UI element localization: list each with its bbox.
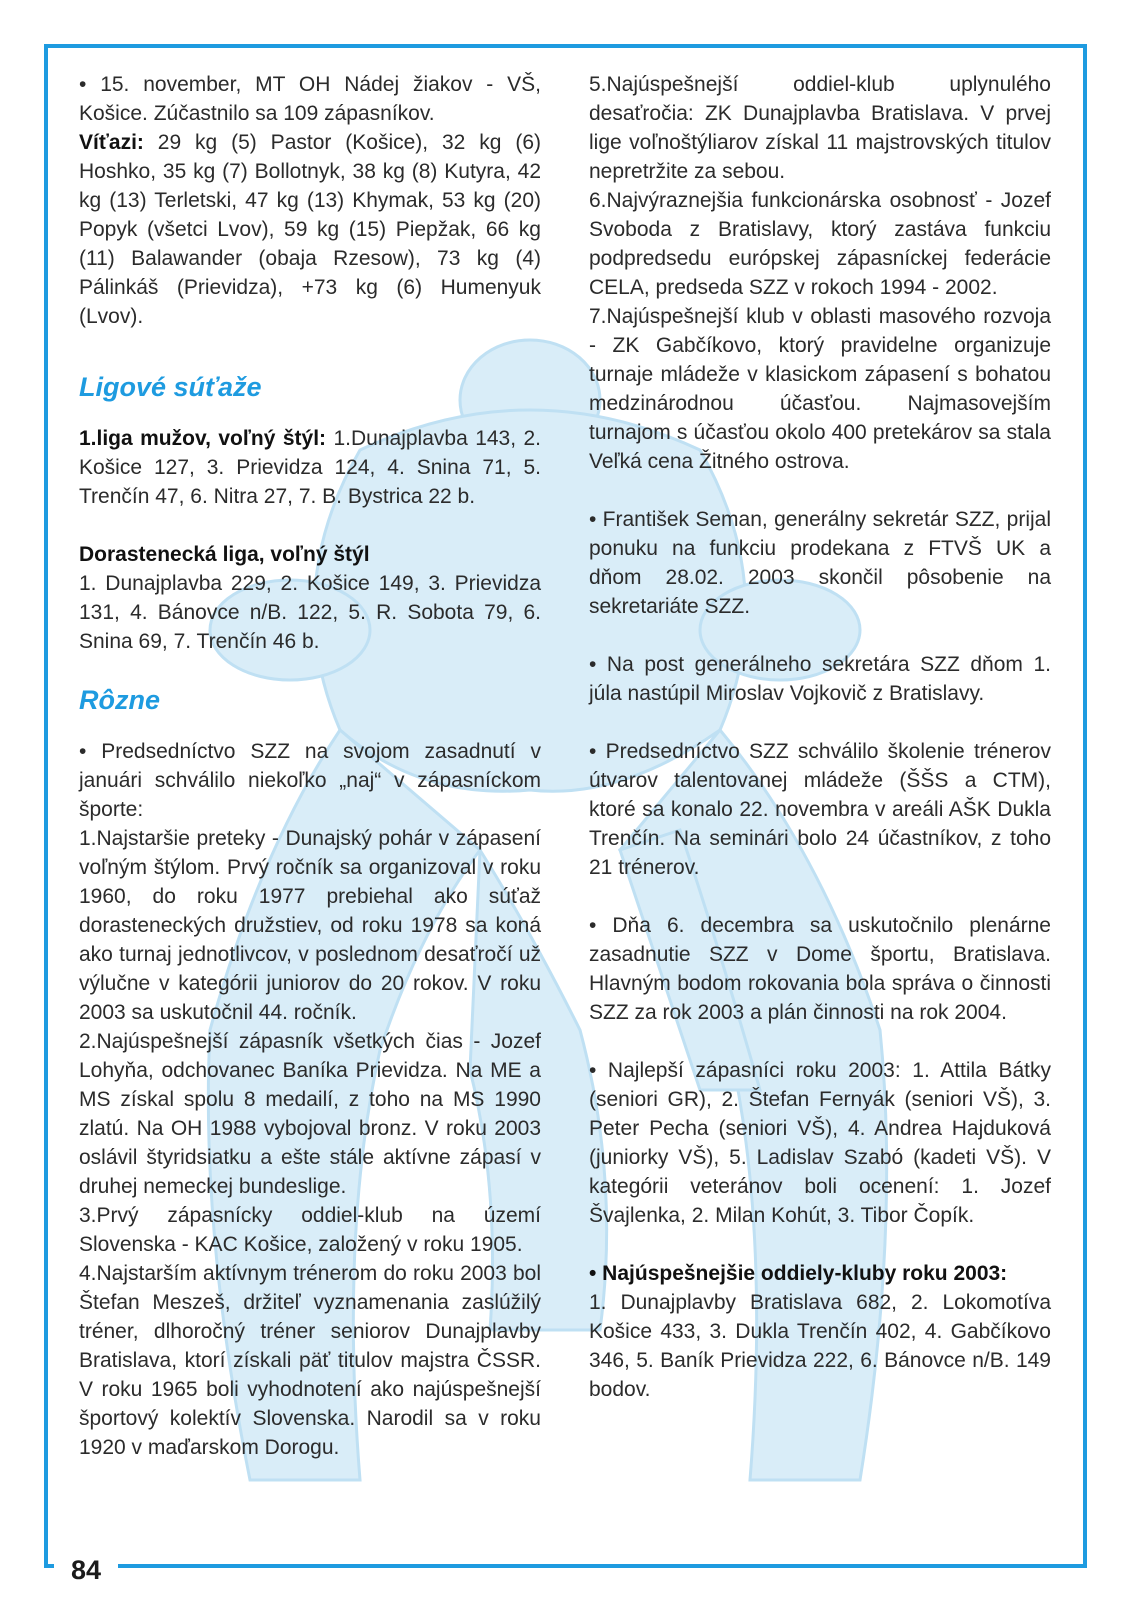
list-item: 7.Najúspešnejší klub v oblasti masového rozvoja - ZK Gabčíkovo, ktorý pravidelne organizuje turnaje mládeže v klasickom zápasení s bohatou medzinárodnou účasťou. Najmasovejším turnajom s účasťou okolo 400 pretekárov sa stala Veľká cena Žitného ostrova.: [589, 305, 1051, 473]
heading-league-competitions: Ligové súťaže: [79, 372, 262, 402]
list-item: 2.Najúspešnejší zápasník všetkých čias - Jozef Lohyňa, odchovanec Baníka Prievidza. Na ME a MS získal spolu 8 medailí, z toho na MS 1990 zlatú. Na OH 1988 vybojoval bronz. V roku 2003 oslávil štyridsiatku a ešte stále aktívne zápasí v druhej nemeckej bundeslige.: [79, 1030, 541, 1198]
list-item: 3.Prvý zápasnícky oddiel-klub na území Slovenska - KAC Košice, založený v roku 1905.: [79, 1204, 541, 1256]
heading-miscellaneous: Rôzne: [79, 685, 160, 715]
league2-text: 1. Dunajplavba 229, 2. Košice 149, 3. Prievidza 131, 4. Bánovce n/B. 122, 5. R. Sobota 79, 6. Snina 69, 7. Trenčín 46 b.: [79, 572, 541, 653]
clubs-text: 1. Dunajplavby Bratislava 682, 2. Lokomotíva Košice 433, 3. Dukla Trenčín 402, 4. Gabčíkovo 346, 5. Baník Prievidza 222, 6. Bánovce n/B. 149 bodov.: [589, 1291, 1051, 1401]
winners-text: 29 kg (5) Pastor (Košice), 32 kg (6) Hoshko, 35 kg (7) Bollotnyk, 38 kg (8) Kutyra, 42 kg (13) Terletski, 47 kg (13) Khymak, 53 kg (20) Popyk (všetci Lvov), 59 kg (15) Piepžak, 66 kg (11) Balawander (obaja Rzesow), 73 kg (4) Pálinkáš (Prievidza), +73 kg (6) Humenyuk (Lvov).: [79, 131, 541, 328]
page-number: 84: [54, 1551, 118, 1589]
winners-label: Víťazi:: [79, 131, 144, 154]
league2-label: Dorastenecká liga, voľný štýl: [79, 543, 370, 566]
news-plenary: • Dňa 6. decembra sa uskutočnilo plenárne zasadnutie SZZ v Dome športu, Bratislava. Hlavným bodom rokovania bola správa o činnosti SZZ za rok 2003 a plán činnosti na rok 2004.: [589, 914, 1051, 1024]
news-best-wrestlers: • Najlepší zápasníci roku 2003: 1. Attila Bátky (seniori GR), 2. Štefan Fernyák (seniori VŠ), 3. Peter Pecha (seniori VŠ), 4. Andrea Hajduková (juniorky VŠ), 5. Ladislav Szabó (kadeti VŠ). V kategórii veteránov boli ocenení: 1. Jozef Švajlenka, 2. Milan Kohút, 3. Tibor Čopík.: [589, 1059, 1051, 1227]
list-item: 5.Najúspešnejší oddiel-klub uplynulého desaťročia: ZK Dunajplavba Bratislava. V prvej lige voľnoštýliarov získal 11 majstrovských titulov nepretržite za sebou.: [589, 73, 1051, 183]
list-item: 6.Najvýraznejšia funkcionárska osobnosť - Jozef Svoboda z Bratislavy, ktorý zastáva funkciu podpredsedu európskej zápasníckej federácie CELA, predseda SZZ v rokoch 1994 - 2002.: [589, 189, 1051, 299]
clubs-label: • Najúspešnejšie oddiely-kluby roku 2003:: [589, 1262, 1008, 1285]
news-training: • Predsedníctvo SZZ schválilo školenie trénerov útvarov talentovanej mládeže (ŠŠS a CTM), ktoré sa konalo 22. novembra v areáli AŠK Dukla Trenčín. Na seminári bolo 24 účastníkov, z toho 21 trénerov.: [589, 740, 1051, 879]
news-seman: • František Seman, generálny sekretár SZZ, prijal ponuku na funkciu prodekana z FTVŠ UK a dňom 28.02. 2003 skončil pôsobenie na sekretariáte SZZ.: [589, 508, 1051, 618]
league1-text: 1.Dunajplavba 143, 2. Košice 127, 3. Prievidza 124, 4. Snina 71, 5. Trenčín 47, 6. Nitra 27, 7. B. Bystrica 22 b.: [79, 427, 542, 508]
news-vojkovic: • Na post generálneho sekretára SZZ dňom 1. júla nastúpil Miroslav Vojkovič z Bratislavy.: [589, 653, 1051, 705]
right-column: [589, 70, 1051, 1404]
winners-paragraph: [79, 128, 541, 331]
left-column: [79, 70, 541, 1462]
misc-intro: • Predsedníctvo SZZ na svojom zasadnutí v januári schválilo niekoľko „naj“ v zápasníckom športe:: [79, 740, 541, 821]
list-item: 4.Najstarším aktívnym trénerom do roku 2003 bol Štefan Meszeš, držiteľ vyznamenania zaslúžilý tréner, dlhoročný tréner seniorov Dunajplavby Bratislava, ktorí získali päť titulov majstra ČSSR. V roku 1965 boli vyhodnotení ako najúspešnejší športový kolektív Slovenska. Narodil sa v roku 1920 v maďarskom Dorogu.: [79, 1262, 541, 1459]
league1-paragraph: [79, 424, 541, 511]
list-item: 1.Najstaršie preteky - Dunajský pohár v zápasení voľným štýlom. Prvý ročník sa organizoval v roku 1960, do roku 1977 prebiehal ako súťaž dorasteneckých družstiev, od roku 1978 sa koná ako turnaj jednotlivcov, v poslednom desaťročí už výlučne v kategórii juniorov do 20 rokov. V roku 2003 sa uskutočnil 44. ročník.: [79, 827, 541, 1024]
tournament-paragraph: • 15. november, MT OH Nádej žiakov - VŠ, Košice. Zúčastnilo sa 109 zápasníkov.: [79, 73, 541, 125]
league1-label: 1.liga mužov, voľný štýl:: [79, 427, 327, 450]
